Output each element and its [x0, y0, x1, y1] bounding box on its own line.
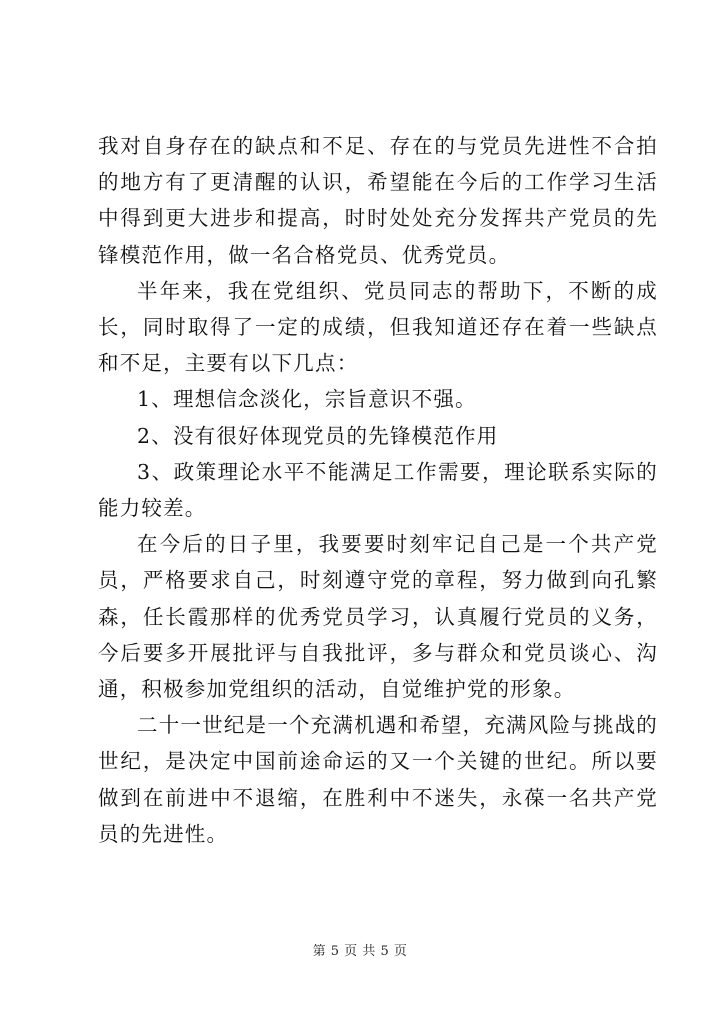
list-item-3: 3、政策理论水平不能满足工作需要，理论联系实际的能力较差。 [98, 459, 658, 521]
list-item-2: 2、没有很好体现党员的先锋模范作用 [137, 423, 499, 448]
paragraph-half-year: 半年来，我在党组织、党员同志的帮助下，不断的成长，同时取得了一定的成绩，但我知道还存在着一些缺点和不足，主要有以下几点： [98, 278, 658, 376]
list-item-1: 1、理想信念淡化，宗旨意识不强。 [137, 387, 477, 412]
paragraph-continuation: 我对自身存在的缺点和不足、存在的与党员先进性不合拍的地方有了更清醒的认识，希望能在今后的工作学习生活中得到更大进步和提高，时时处处充分发挥共产党员的先锋模范作用，做一名合格党员、优秀党员。 [98, 134, 658, 267]
page-footer: 第 5 页 共 5 页 [312, 944, 408, 959]
document-body [98, 128, 658, 852]
paragraph-future: 在今后的日子里，我要要时刻牢记自己是一个共产党员，严格要求自己，时刻遵守党的章程，努力做到向孔繁森，任长霞那样的优秀党员学习，认真履行党员的义务，今后要多开展批评与自我批评，多与群众和党员谈心、沟通，积极参加党组织的活动，自觉维护党的形象。 [98, 532, 658, 702]
paragraph-century: 二十一世纪是一个充满机遇和希望，充满风险与挑战的世纪，是决定中国前途命运的又一个关键的世纪。所以要做到在前进中不退缩，在胜利中不迷失，永葆一名共产党员的先进性。 [98, 713, 658, 846]
